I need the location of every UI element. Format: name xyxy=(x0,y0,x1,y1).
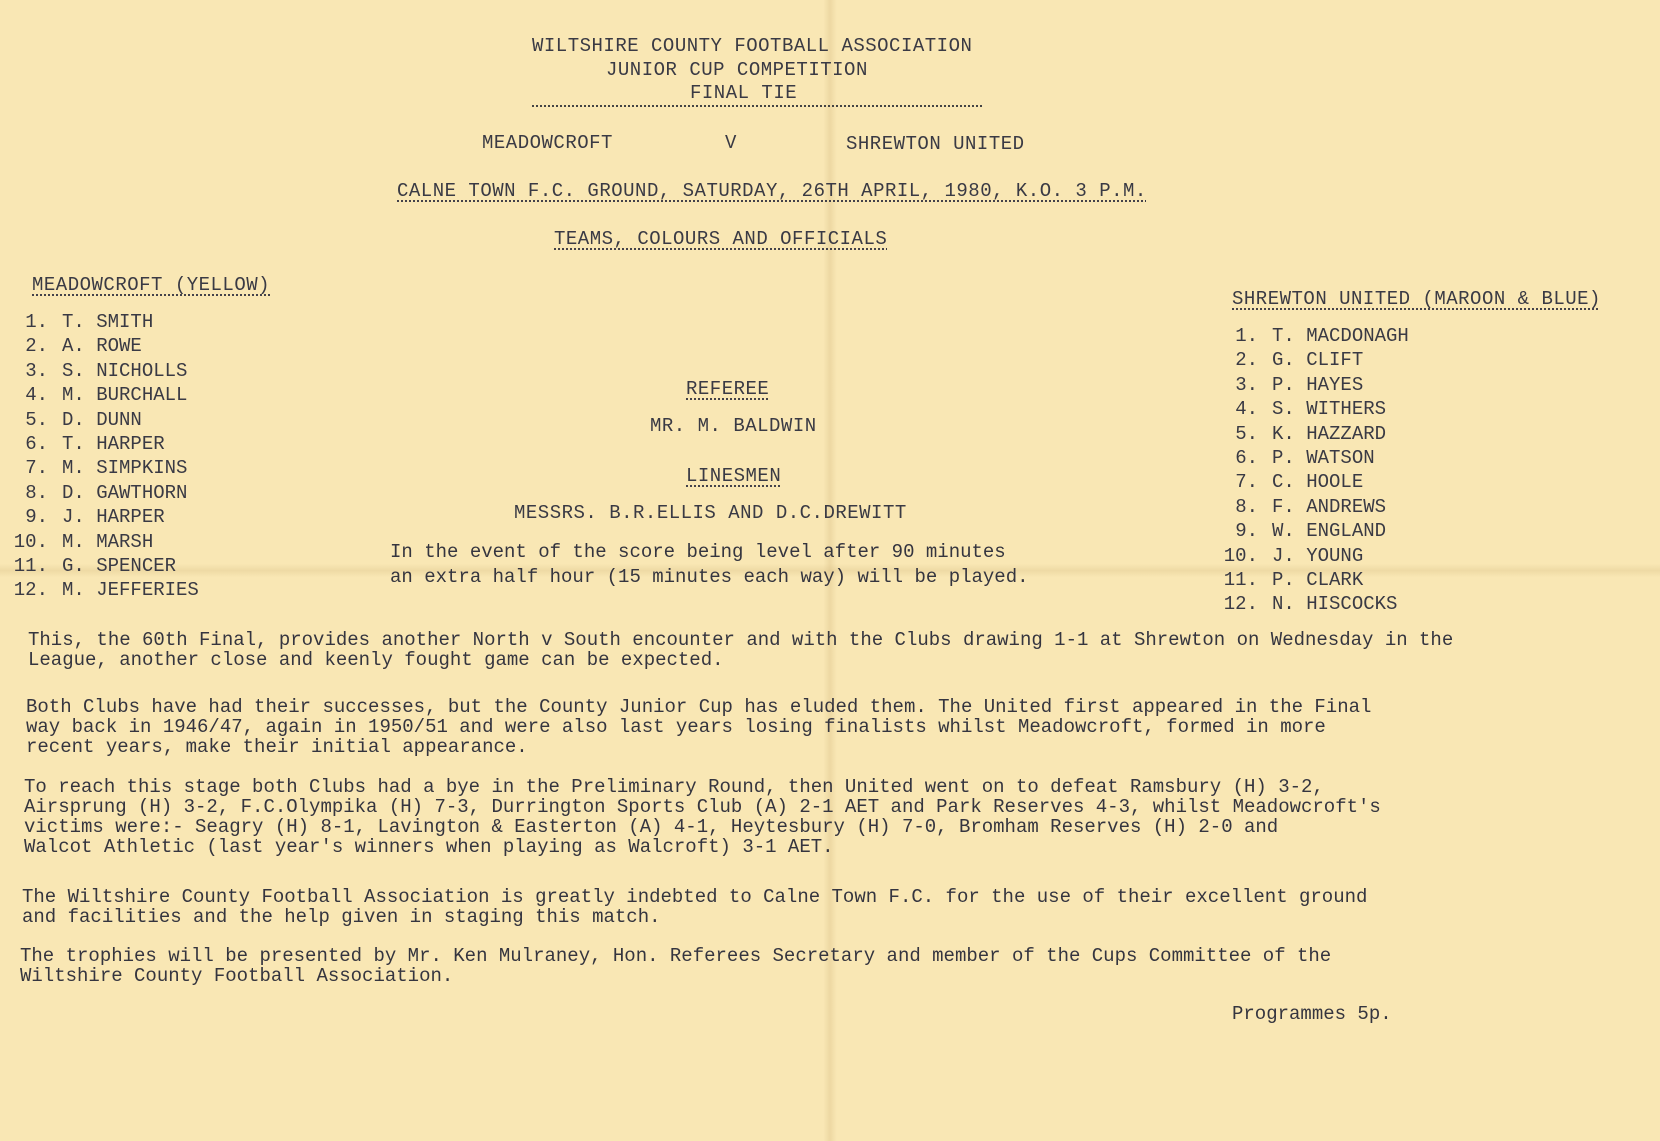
away-roster xyxy=(1220,324,1409,617)
programme-price: Programmes 5p. xyxy=(1232,1003,1392,1025)
list-item: 4. S. WITHERS xyxy=(1235,398,1387,421)
list-item: 9. J. HARPER xyxy=(25,506,165,529)
list-item: 7. M. SIMPKINS xyxy=(25,457,188,480)
list-item: 1. T. SMITH xyxy=(25,311,154,333)
referee-name: MR. M. BALDWIN xyxy=(650,415,817,437)
final-tie-title: FINAL TIE xyxy=(690,82,798,104)
list-item: 10. M. MARSH xyxy=(13,530,154,553)
list-item: 10. J. YOUNG xyxy=(1223,544,1364,567)
list-item: 12. M. JEFFERIES xyxy=(13,579,199,602)
list-item: 7. C. HOOLE xyxy=(1235,471,1364,494)
list-item: 2. G. CLIFT xyxy=(1235,349,1364,372)
list-item: 1. T. MACDONAGH xyxy=(1235,325,1409,347)
header-divider xyxy=(532,105,982,107)
referee-heading: REFEREE xyxy=(686,378,770,400)
association-title: WILTSHIRE COUNTY FOOTBALL ASSOCIATION xyxy=(532,35,973,57)
list-item: 5. D. DUNN xyxy=(25,408,142,431)
linesmen-names: MESSRS. B.R.ELLIS AND D.C.DREWITT xyxy=(514,502,907,524)
home-roster xyxy=(10,310,199,603)
paragraph-trophies: The trophies will be presented by Mr. Ken Mulraney, Hon. Referees Secretary and member of the Cups Committee of the Wiltshire County Football Association. xyxy=(20,945,1332,987)
paragraph-thanks: The Wiltshire County Football Association is greatly indebted to Calne Town F.C. for the use of their excellent ground and facilities and the help given in staging this match. xyxy=(22,886,1368,928)
home-team-name: MEADOWCROFT xyxy=(482,132,613,154)
venue-line: CALNE TOWN F.C. GROUND, SATURDAY, 26TH APRIL, 1980, K.O. 3 P.M. xyxy=(397,180,1147,202)
list-item: 9. W. ENGLAND xyxy=(1235,520,1387,543)
away-team-name: SHREWTON UNITED xyxy=(846,133,1025,155)
list-item: 6. P. WATSON xyxy=(1235,447,1375,470)
list-item: 11. G. SPENCER xyxy=(13,555,177,578)
list-item: 11. P. CLARK xyxy=(1223,569,1364,592)
list-item: 8. D. GAWTHORN xyxy=(25,481,188,504)
home-team-title: MEADOWCROFT (YELLOW) xyxy=(32,274,271,296)
paragraph-history: Both Clubs have had their successes, but the County Junior Cup has eluded them. The United first appeared in the Final way back in 1946/47, again in 1950/51 and were also last years losing finalists whilst Meadowcroft, formed in more recent years, make their initial appearance. xyxy=(26,696,1372,758)
extra-time-note-line2: an extra half hour (15 minutes each way) will be played. xyxy=(390,566,1029,588)
list-item: 3. P. HAYES xyxy=(1235,373,1364,396)
list-item: 8. F. ANDREWS xyxy=(1235,495,1387,518)
paragraph-route: To reach this stage both Clubs had a bye in the Preliminary Round, then United went on to defeat Ramsbury (H) 3-2, Airsprung (H) 3-2, F.C.Olympika (H) 7-3, Durrington Sports Club (A) 2-1 AET and Park Reserves 4-3, whilst Meadowcroft's victims were:- Seagry (H) 8-1, Lavington & Easterton (A) 4-1, Heytesbury (H) 7-0, Bromham Reserves (H) 2-0 and Walcot Athletic (last year's winners when playing as Walcroft) 3-1 AET. xyxy=(24,776,1381,858)
paragraph-intro: This, the 60th Final, provides another North v South encounter and with the Clubs drawing 1-1 at Shrewton on Wednesday in the League, another close and keenly fought game can be expected. xyxy=(28,629,1454,671)
versus-label: V xyxy=(725,132,737,154)
away-team-title: SHREWTON UNITED (MAROON & BLUE) xyxy=(1232,288,1601,310)
list-item: 2. A. ROWE xyxy=(25,335,142,358)
list-item: 3. S. NICHOLLS xyxy=(25,359,188,382)
list-item: 4. M. BURCHALL xyxy=(25,384,188,407)
competition-title: JUNIOR CUP COMPETITION xyxy=(606,59,868,81)
teams-section-title: TEAMS, COLOURS AND OFFICIALS xyxy=(554,228,888,250)
extra-time-note-line1: In the event of the score being level after 90 minutes xyxy=(390,541,1006,563)
list-item: 5. K. HAZZARD xyxy=(1235,422,1387,445)
list-item: 6. T. HARPER xyxy=(25,433,165,456)
list-item: 12. N. HISCOCKS xyxy=(1223,593,1398,616)
linesmen-heading: LINESMEN xyxy=(686,465,782,487)
